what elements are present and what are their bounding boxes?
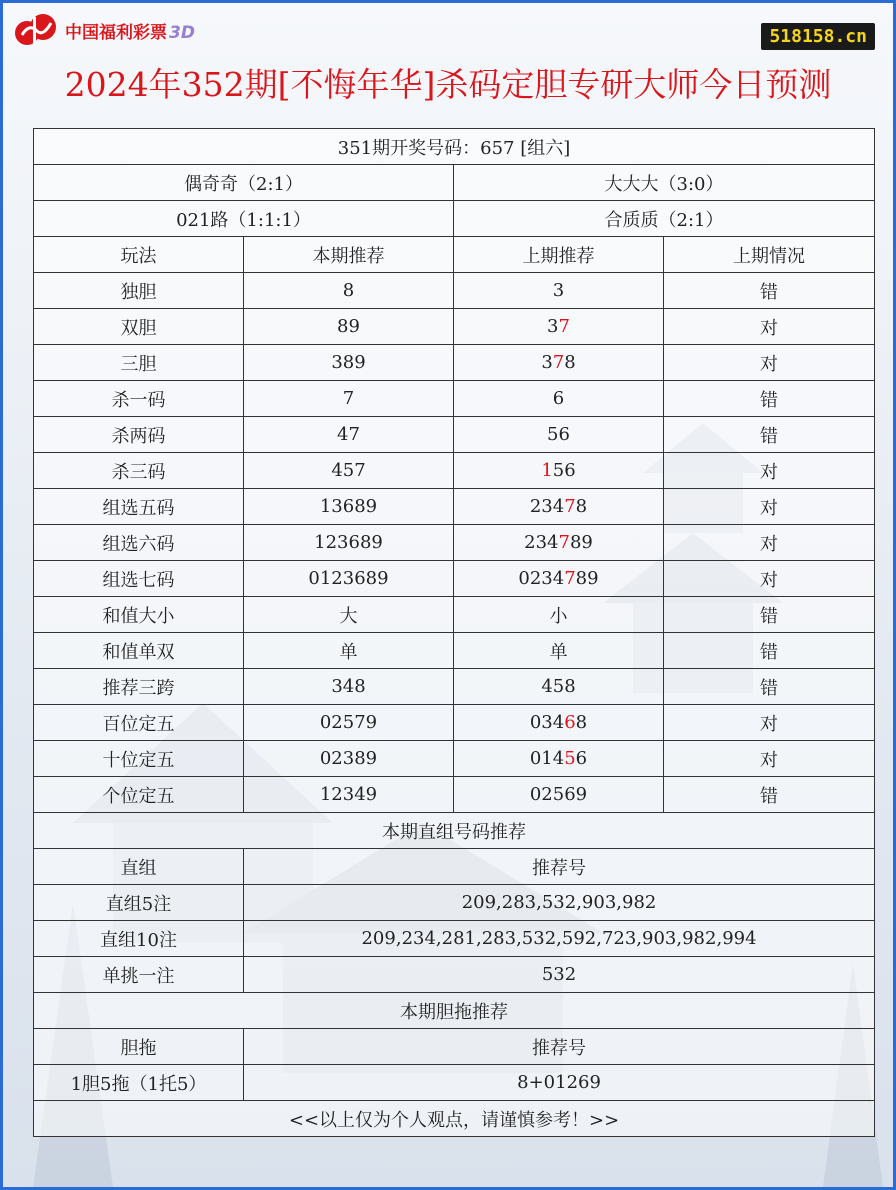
previous-pick-digit: 234	[524, 532, 559, 553]
play-type: 三胆	[34, 345, 244, 381]
direct-row	[34, 885, 875, 921]
previous-pick	[454, 705, 664, 741]
draw-result-row	[34, 129, 875, 165]
current-pick: 13689	[244, 489, 454, 525]
prediction-row	[34, 345, 875, 381]
direct-section-title: 本期直组号码推荐	[34, 813, 875, 849]
prediction-row	[34, 705, 875, 741]
previous-result-miss: 错	[664, 777, 875, 813]
direct-row-value: 532	[244, 957, 875, 993]
prediction-row	[34, 489, 875, 525]
previous-pick-hit-digit: 7	[558, 532, 570, 553]
previous-pick	[454, 273, 664, 309]
route-pattern: 021路（1:1:1）	[34, 201, 454, 237]
column-header-play: 玩法	[34, 237, 244, 273]
prediction-row	[34, 669, 875, 705]
page-title: 2024年352期[不悔年华]杀码定胆专研大师今日预测	[64, 65, 832, 104]
prediction-row	[34, 561, 875, 597]
drag-row-value: 8+01269	[244, 1065, 875, 1101]
current-pick: 大	[244, 597, 454, 633]
prediction-row	[34, 417, 875, 453]
previous-result-hit: 对	[664, 525, 875, 561]
direct-row	[34, 921, 875, 957]
logo-text	[65, 18, 195, 43]
current-pick: 389	[244, 345, 454, 381]
prediction-table	[33, 128, 875, 1137]
prediction-row	[34, 381, 875, 417]
previous-pick-digit: 3	[547, 316, 559, 337]
previous-result-hit: 对	[664, 309, 875, 345]
previous-pick-digit: 小	[549, 605, 568, 627]
previous-result-miss: 错	[664, 417, 875, 453]
current-pick: 单	[244, 633, 454, 669]
play-type: 推荐三跨	[34, 669, 244, 705]
drag-header-label: 胆拖	[34, 1029, 244, 1065]
drag-header-value: 推荐号	[244, 1029, 875, 1065]
previous-pick-hit-digit: 1	[541, 460, 553, 481]
current-pick: 02579	[244, 705, 454, 741]
previous-pick-digit: 8	[575, 496, 588, 517]
current-pick: 12349	[244, 777, 454, 813]
site-badge: 518158.cn	[761, 23, 875, 50]
previous-pick-digit: 56	[547, 424, 570, 445]
previous-pick	[454, 453, 664, 489]
drag-section-title-row	[34, 993, 875, 1029]
current-pick: 8	[244, 273, 454, 309]
play-type: 组选五码	[34, 489, 244, 525]
logo-3d-label: 3D	[169, 22, 195, 43]
previous-pick-digit: 0234	[518, 568, 565, 589]
previous-pick-hit-digit: 7	[558, 316, 570, 337]
odd-even-pattern: 偶奇奇（2:1）	[34, 165, 454, 201]
previous-pick	[454, 345, 664, 381]
draw-pattern-row-1	[34, 165, 875, 201]
play-type: 杀三码	[34, 453, 244, 489]
prediction-row	[34, 777, 875, 813]
previous-pick-digit: 3	[552, 280, 565, 301]
previous-pick	[454, 741, 664, 777]
previous-pick	[454, 561, 664, 597]
prediction-row	[34, 597, 875, 633]
drag-section-title: 本期胆拖推荐	[34, 993, 875, 1029]
previous-pick	[454, 489, 664, 525]
previous-pick-digit: 034	[529, 712, 565, 733]
draw-result: 351期开奖号码：657 [组六]	[34, 129, 875, 165]
welfare-lottery-logo-icon	[13, 11, 59, 49]
prediction-row	[34, 273, 875, 309]
prediction-row	[34, 309, 875, 345]
play-type: 杀一码	[34, 381, 244, 417]
prime-composite-pattern: 合质质（2:1）	[454, 201, 875, 237]
direct-row-value: 209,234,281,283,532,592,723,903,982,994	[244, 921, 875, 957]
play-type: 组选六码	[34, 525, 244, 561]
column-header-previous: 上期推荐	[454, 237, 664, 273]
previous-result-miss: 错	[664, 273, 875, 309]
previous-pick-digit: 56	[552, 460, 576, 481]
draw-pattern-row-2	[34, 201, 875, 237]
previous-pick-digit: 02569	[529, 784, 588, 805]
play-type: 杀两码	[34, 417, 244, 453]
direct-header-label: 直组	[34, 849, 244, 885]
direct-header-value: 推荐号	[244, 849, 875, 885]
current-pick: 02389	[244, 741, 454, 777]
previous-pick	[454, 417, 664, 453]
play-type: 组选七码	[34, 561, 244, 597]
previous-pick-digit: 3	[541, 352, 553, 373]
previous-pick-hit-digit: 7	[564, 568, 576, 589]
previous-result-miss: 错	[664, 597, 875, 633]
play-type: 和值大小	[34, 597, 244, 633]
previous-pick-digit: 8	[575, 712, 588, 733]
current-pick: 457	[244, 453, 454, 489]
previous-pick	[454, 669, 664, 705]
current-pick: 7	[244, 381, 454, 417]
footer-note: <<以上仅为个人观点，请谨慎参考！>>	[34, 1101, 875, 1137]
play-type: 十位定五	[34, 741, 244, 777]
previous-pick	[454, 633, 664, 669]
play-type: 双胆	[34, 309, 244, 345]
prediction-row	[34, 525, 875, 561]
previous-result-hit: 对	[664, 741, 875, 777]
play-type: 百位定五	[34, 705, 244, 741]
previous-result-hit: 对	[664, 489, 875, 525]
current-pick: 348	[244, 669, 454, 705]
previous-pick	[454, 525, 664, 561]
previous-pick-digit: 458	[541, 676, 576, 697]
previous-result-hit: 对	[664, 345, 875, 381]
column-header-row	[34, 237, 875, 273]
current-pick: 123689	[244, 525, 454, 561]
previous-result-miss: 错	[664, 633, 875, 669]
direct-row-value: 209,283,532,903,982	[244, 885, 875, 921]
prediction-row	[34, 741, 875, 777]
drag-header-row	[34, 1029, 875, 1065]
prediction-row	[34, 453, 875, 489]
logo	[13, 11, 195, 49]
previous-pick-digit: 6	[575, 748, 588, 769]
previous-pick-digit: 234	[529, 496, 565, 517]
previous-pick	[454, 381, 664, 417]
previous-result-miss: 错	[664, 669, 875, 705]
previous-pick	[454, 597, 664, 633]
current-pick: 47	[244, 417, 454, 453]
big-small-pattern: 大大大（3:0）	[454, 165, 875, 201]
direct-header-row	[34, 849, 875, 885]
footer-note-row	[34, 1101, 875, 1137]
previous-pick-hit-digit: 7	[552, 352, 565, 373]
drag-row	[34, 1065, 875, 1101]
current-pick: 0123689	[244, 561, 454, 597]
play-type: 独胆	[34, 273, 244, 309]
previous-pick	[454, 309, 664, 345]
direct-row-label: 直组10注	[34, 921, 244, 957]
prediction-row	[34, 633, 875, 669]
previous-pick-hit-digit: 6	[564, 712, 576, 733]
play-type: 个位定五	[34, 777, 244, 813]
previous-result-miss: 错	[664, 381, 875, 417]
direct-row-label: 单挑一注	[34, 957, 244, 993]
previous-result-hit: 对	[664, 705, 875, 741]
drag-row-label: 1胆5拖（1托5）	[34, 1065, 244, 1101]
column-header-current: 本期推荐	[244, 237, 454, 273]
direct-section-title-row	[34, 813, 875, 849]
previous-pick-digit: 单	[549, 641, 568, 663]
logo-label: 中国福利彩票	[65, 22, 167, 43]
previous-pick-hit-digit: 5	[564, 748, 576, 769]
column-header-result: 上期情况	[664, 237, 875, 273]
previous-pick-digit: 89	[569, 532, 593, 553]
direct-row-label: 直组5注	[34, 885, 244, 921]
previous-result-hit: 对	[664, 453, 875, 489]
previous-pick-digit: 6	[552, 388, 565, 409]
play-type: 和值单双	[34, 633, 244, 669]
previous-result-hit: 对	[664, 561, 875, 597]
previous-pick-hit-digit: 7	[564, 496, 576, 517]
previous-pick-digit: 89	[575, 568, 599, 589]
previous-pick-digit: 8	[564, 352, 576, 373]
previous-pick-digit: 014	[529, 748, 565, 769]
current-pick: 89	[244, 309, 454, 345]
previous-pick	[454, 777, 664, 813]
direct-row	[34, 957, 875, 993]
